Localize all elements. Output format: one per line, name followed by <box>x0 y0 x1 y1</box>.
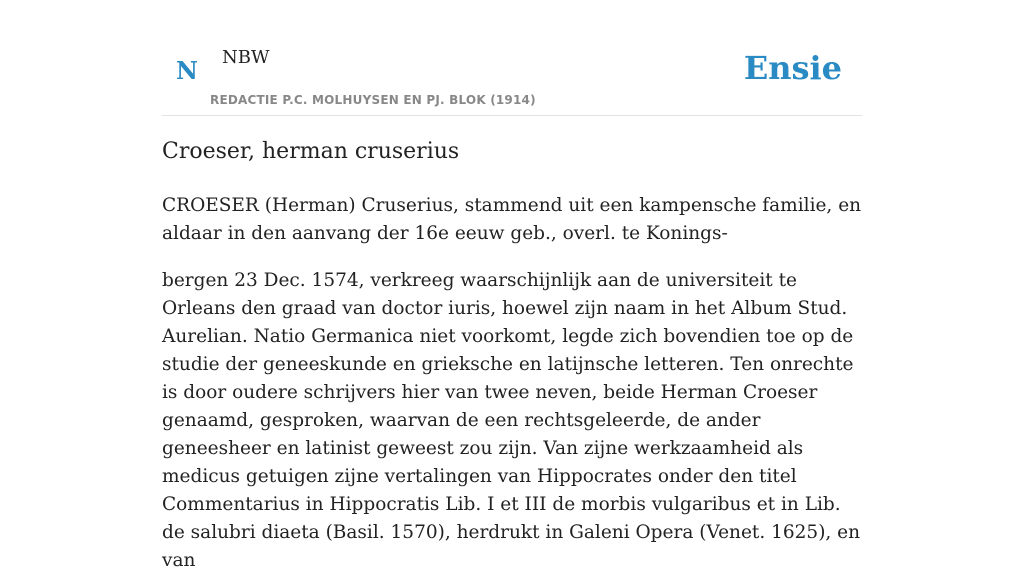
source-header <box>162 40 862 116</box>
brand-logo-link[interactable]: Ensie <box>743 49 842 87</box>
article-paragraph: bergen 23 Dec. 1574, verkreeg waarschijnlijk aan de universiteit te Orleans den graad van doctor iuris, hoewel zijn naam in het Album Stud. Aurelian. Natio Germanica niet voorkomt, legde zich bovendien toe op de studie der geneeskunde en grieksche en latijnsche letteren. Ten onrechte is door oudere schrijvers hier van twee neven, beide Herman Croeser genaamd, gesproken, waarvan de een rechtsgeleerde, de ander geneesheer en latinist geweest zou zijn. Van zijne werkzaamheid als medicus getuigen zijne vertalingen van Hippocrates onder den titel Commentarius in Hippocratis Lib. I et III de morbis vulgaribus et in Lib. de salubri diaeta (Basil. 1570), herdrukt in Galeni Opera (Venet. 1625), en van <box>162 270 861 571</box>
source-logo[interactable]: N <box>176 56 198 85</box>
page-title: Croeser, herman cruserius <box>162 139 460 164</box>
source-name[interactable]: NBW <box>222 47 270 68</box>
source-subtitle: REDACTIE P.C. MOLHUYSEN EN PJ. BLOK (1914) <box>210 93 536 107</box>
article-paragraph: CROESER (Herman) Cruserius, stammend uit een kampensche familie, en aldaar in den aanvang der 16e eeuw geb., overl. te Konings- <box>162 195 862 244</box>
